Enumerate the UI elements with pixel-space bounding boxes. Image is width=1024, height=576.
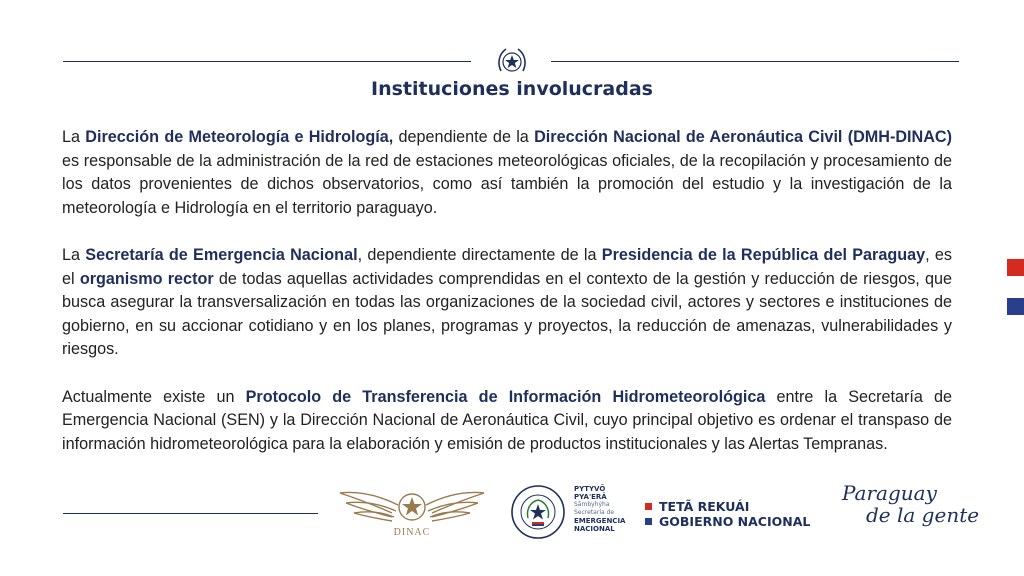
slogan-line-1: Paraguay [842, 481, 937, 505]
flag-blue-square [1007, 298, 1024, 315]
republic-seal-icon [510, 484, 566, 540]
government-logo [645, 499, 810, 529]
star-emblem-icon [495, 45, 529, 77]
sen-line-4: Secretaría de [574, 509, 615, 516]
blue-square-icon [645, 518, 652, 525]
body-text [62, 126, 952, 480]
sen-logo-text [574, 485, 625, 533]
header-rule-right [551, 61, 959, 62]
flag-red-square [1007, 259, 1024, 276]
paragraph-sen: La Secretaría de Emergencia Nacional, dependiente directamente de la Presidencia de la República del Paraguay, es el organismo rector de todas aquellas actividades comprendidas en el contexto de la gestión y reducción de riesgos, que busca asegurar la transversalización en todas las organizaciones de la sociedad civil, actores y sectores e instituciones de gobierno, en su accionar cotidiano y en los planes, programas y proyectos, la reducción de amenazas, vulnerabilidades y riesgos. [62, 245, 952, 359]
dinac-label: DINAC [393, 527, 431, 538]
gov-line-1: TETÃ REKUÁI [659, 499, 750, 514]
slogan-line-2: de la gente [866, 503, 980, 527]
gov-line-2: GOBIERNO NACIONAL [659, 514, 811, 529]
sen-line-3: Sãmbyhýha [574, 501, 610, 508]
sen-line-2: PYA'ERÃ [574, 493, 607, 501]
sen-line-1: PYTYVÕ [574, 485, 606, 493]
red-square-icon [645, 503, 652, 510]
footer-rule [63, 513, 318, 514]
paragraph-dmh: La Dirección de Meteorología e Hidrología, dependiente de la Dirección Nacional de Aeronáutica Civil (DMH-DINAC) es responsable de la administración de la red de estaciones meteorológicas oficiales, de la recopilación y procesamiento de los datos provenientes de dichos observatorios, como así también la promoción del estudio y la investigación de la meteorología e Hidrología en el territorio paraguayo. [62, 128, 952, 217]
sen-line-6: NACIONAL [574, 525, 615, 533]
page-title: Instituciones involucradas [371, 78, 653, 100]
header-rule-left [63, 61, 471, 62]
paraguay-slogan [842, 482, 979, 526]
sen-line-5: EMERGENCIA [574, 517, 626, 525]
paragraph-protocol: Actualmente existe un Protocolo de Transferencia de Información Hidrometeorológica entre la Secretaría de Emergencia Nacional (SEN) y la Dirección Nacional de Aeronáutica Civil, cuyo principal objetivo es ordenar el transpaso de información hidrometeorológica para la elaboración y emisión de productos institucionales y las Alertas Tempranas. [62, 387, 953, 453]
